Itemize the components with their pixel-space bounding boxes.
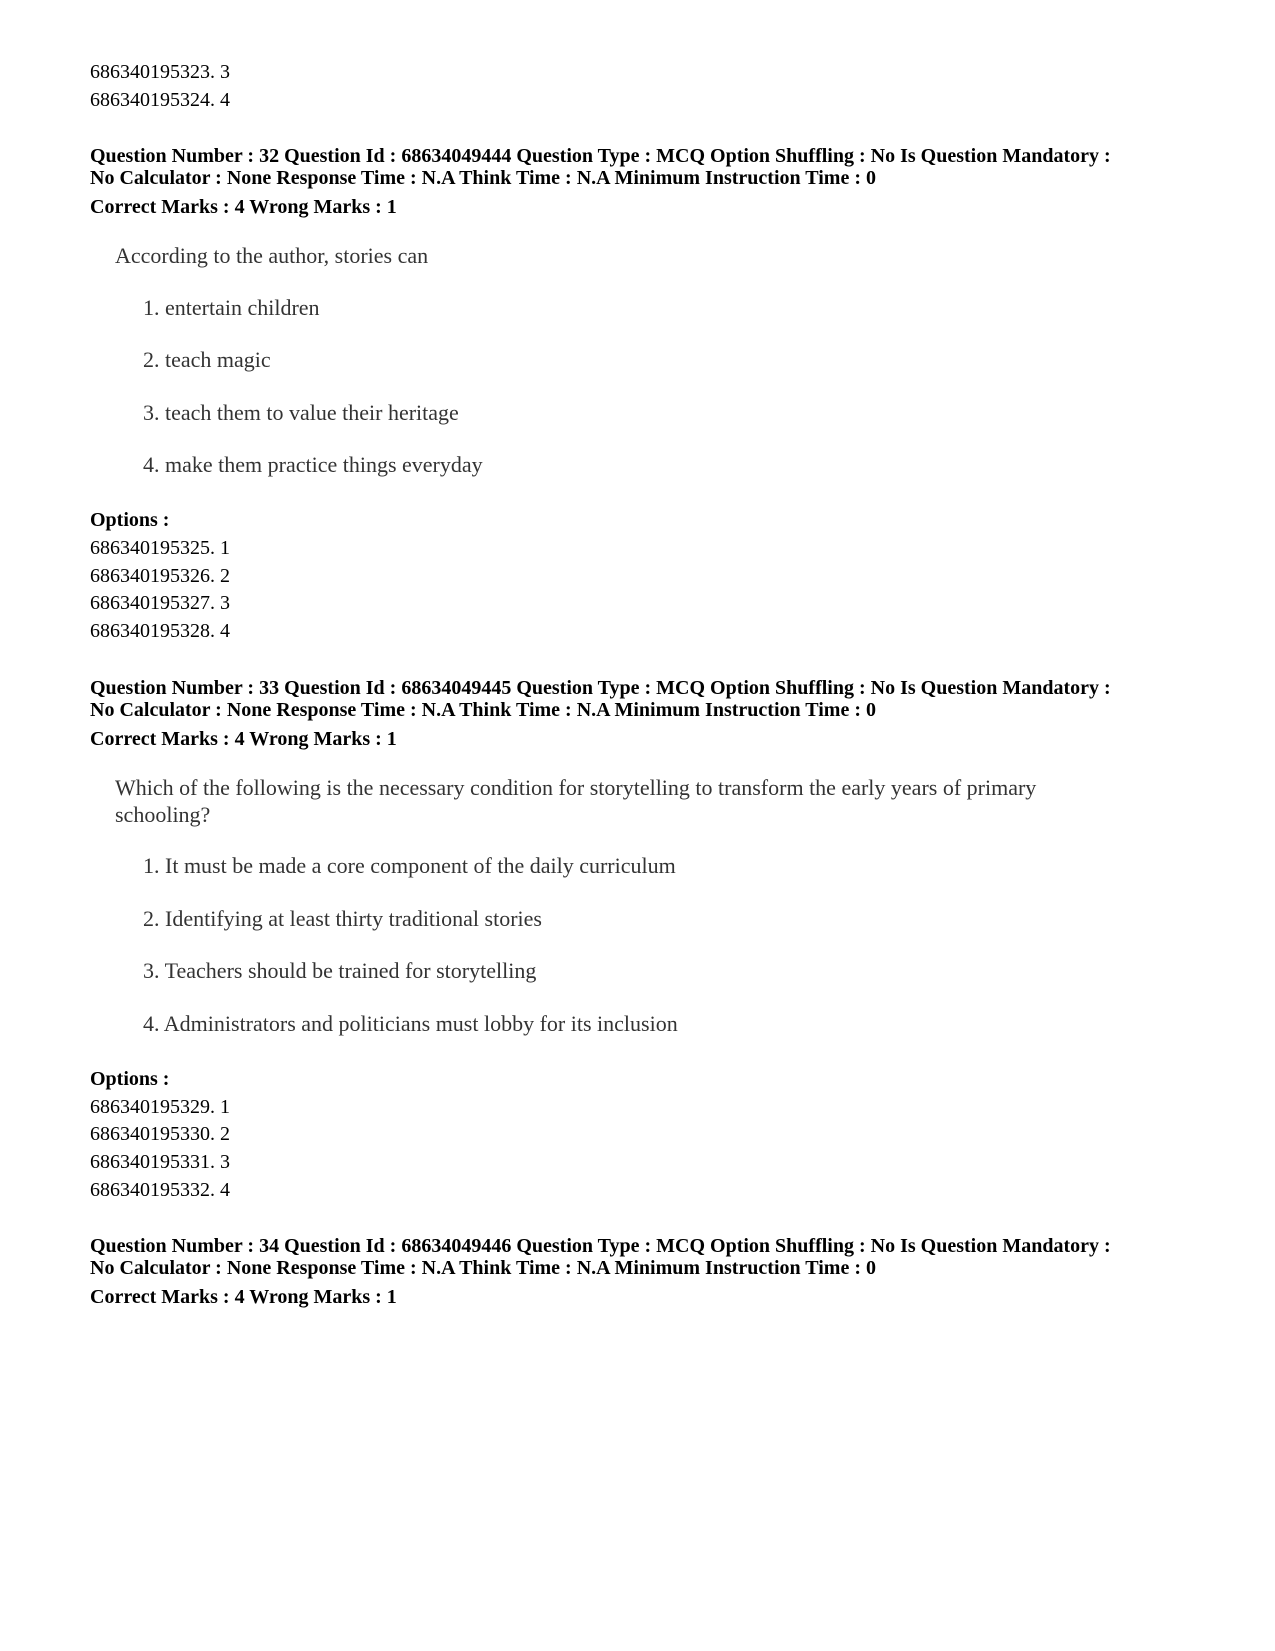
question-choice: 3. teach them to value their heritage	[143, 400, 459, 425]
question-marks: Correct Marks : 4 Wrong Marks : 1	[90, 1286, 397, 1308]
option-line: 686340195323. 3	[90, 61, 230, 83]
question-header: Question Number : 33 Question Id : 68634049445 Question Type : MCQ Option Shuffling : No Is Question Mandatory :	[90, 677, 1111, 699]
question-choice: 4. Administrators and politicians must lobby for its inclusion	[143, 1011, 678, 1036]
question-stem: schooling?	[115, 802, 211, 827]
option-line: 686340195332. 4	[90, 1179, 230, 1201]
question-stem: Which of the following is the necessary condition for storytelling to transform the early years of primary	[115, 775, 1037, 800]
question-stem: According to the author, stories can	[115, 243, 429, 268]
option-line: 686340195324. 4	[90, 89, 230, 111]
option-line: 686340195330. 2	[90, 1123, 230, 1145]
options-label: Options :	[90, 509, 170, 531]
question-marks: Correct Marks : 4 Wrong Marks : 1	[90, 196, 397, 218]
question-header: No Calculator : None Response Time : N.A Think Time : N.A Minimum Instruction Time : 0	[90, 699, 876, 721]
option-line: 686340195326. 2	[90, 565, 230, 587]
option-line: 686340195329. 1	[90, 1096, 230, 1118]
question-choice: 2. teach magic	[143, 347, 271, 372]
question-header: No Calculator : None Response Time : N.A Think Time : N.A Minimum Instruction Time : 0	[90, 167, 876, 189]
option-line: 686340195327. 3	[90, 592, 230, 614]
question-choice: 1. It must be made a core component of the daily curriculum	[143, 853, 676, 878]
question-header: Question Number : 32 Question Id : 68634049444 Question Type : MCQ Option Shuffling : No Is Question Mandatory :	[90, 145, 1111, 167]
option-line: 686340195325. 1	[90, 537, 230, 559]
question-choice: 1. entertain children	[143, 295, 320, 320]
options-label: Options :	[90, 1068, 170, 1090]
question-header: Question Number : 34 Question Id : 68634049446 Question Type : MCQ Option Shuffling : No Is Question Mandatory :	[90, 1235, 1111, 1257]
question-choice: 4. make them practice things everyday	[143, 452, 483, 477]
question-choice: 2. Identifying at least thirty traditional stories	[143, 906, 542, 931]
question-marks: Correct Marks : 4 Wrong Marks : 1	[90, 728, 397, 750]
option-line: 686340195331. 3	[90, 1151, 230, 1173]
question-header: No Calculator : None Response Time : N.A Think Time : N.A Minimum Instruction Time : 0	[90, 1257, 876, 1279]
question-choice: 3. Teachers should be trained for storytelling	[143, 958, 537, 983]
option-line: 686340195328. 4	[90, 620, 230, 642]
